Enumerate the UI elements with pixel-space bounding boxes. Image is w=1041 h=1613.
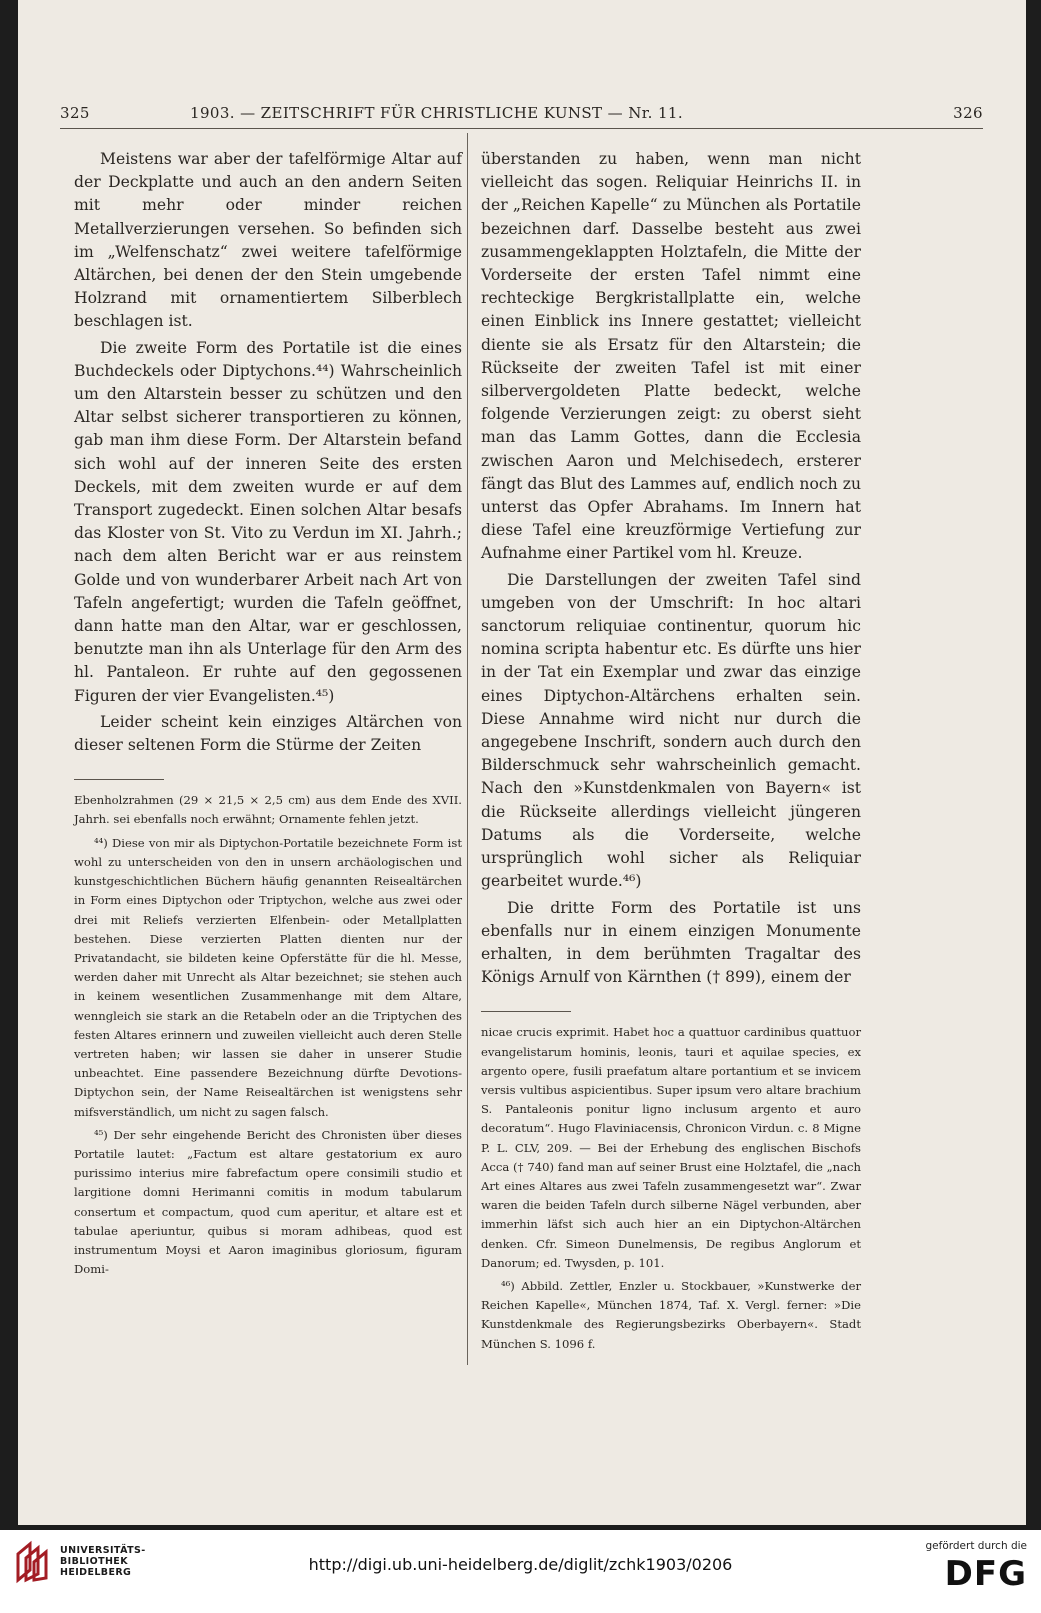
- dfg-logo: DFG: [944, 1554, 1027, 1594]
- column-rule: [467, 133, 468, 1365]
- footnote-46: ⁴⁶) Abbild. Zettler, Enzler u. Stockbauer, »Kunstwerke der Reichen Kapelle«, München 1874, Taf. X. Vergl. ferner: »Die Kunstdenkmale des Regierungsbezirks Oberbayern«. Stadt München S. 1096 f.: [481, 1278, 861, 1351]
- library-name-line: HEIDELBERG: [60, 1567, 132, 1578]
- library-name-line: BIBLIOTHEK: [60, 1556, 128, 1567]
- library-name-line: UNIVERSITÄTS-: [60, 1545, 146, 1556]
- funding-note: gefördert durch die: [925, 1540, 1027, 1552]
- body-paragraph: Die dritte Form des Portatile ist uns ebenfalls nur in einem einzigen Monumente erhalten, in dem berühmten Tragaltar des Königs Arnulf von Kärnthen († 899), einem der: [481, 898, 861, 987]
- journal-title: 1903. — ZEITSCHRIFT FÜR CHRISTLICHE KUNST — Nr. 11.: [190, 104, 684, 122]
- body-paragraph: überstanden zu haben, wenn man nicht vielleicht das sogen. Reliquiar Heinrichs II. in der „Reichen Kapelle“ zu München als Portatile bezeichnen darf. Dasselbe besteht aus zwei zusammengeklappten Holztafeln, die Mitte der Vorderseite der ersten Tafel nimmt eine rechteckige Bergkristallplatte ein, welche einen Einblick ins Innere gestattet; vielleicht diente sie als Ersatz für den Altarstein; die Rückseite der zweiten Tafel ist mit einer silbervergoldeten Platte bedeckt, welche folgende Verzierungen zeigt: zu oberst sieht man das Lamm Gottes, dann die Ecclesia zwischen Aaron und Melchisedech, ersterer fängt das Blut des Lammes auf, endlich noch zu unterst das Opfer Abrahams. Im Innern hat diese Tafel eine kreuzförmige Vertiefung zur Aufnahme einer Partikel vom hl. Kreuze.: [481, 150, 861, 563]
- body-paragraph: Meistens war aber der tafelförmige Altar auf der Deckplatte und auch an den andern Seiten mit mehr oder minder reichen Metallverzierungen versehen. So befinden sich im „Welfenschatz“ zwei weitere tafelförmige Altärchen, bei denen der den Stein umgebende Holzrand mit ornamentiertem Silberblech beschlagen ist.: [74, 150, 462, 331]
- footnote-45: ⁴⁵) Der sehr eingehende Bericht des Chronisten über dieses Portatile lautet: „Factum est altare gestatorium ex auro purissimo interius mire fabrefactum opere consimili studio et largitione domni Herimanni comitis in modum tabularum consertum et compactum, quod cum aperitur, et altare est et tabulae aperiuntur, quibus si moram adhibeas, quod est instrumentum Moysi et Aaron imaginibus gloriosum, figuram Domi-: [74, 1127, 462, 1277]
- body-paragraph: Die Darstellungen der zweiten Tafel sind umgeben von der Umschrift: In hoc altari sanctorum reliquiae continentur, quorum hic nomina scripta habentur etc. Es dürfte uns hier in der Tat ein Exemplar und zwar das einzige eines Diptychon-Altärchens erhalten sein. Diese Annahme wird nicht nur durch die angegebene Inschrift, sondern auch durch den Bilderschmuck sehr wahrscheinlich gemacht. Nach den »Kunstdenkmalen von Bayern« ist die Rückseite allerdings vielleicht jüngeren Datums als die Vorderseite, welche ursprünglich wohl sicher als Reliquiar gearbeitet wurde.⁴⁶): [481, 570, 861, 891]
- body-paragraph: Leider scheint kein einziges Altärchen von dieser seltenen Form die Stürme der Zeiten: [74, 712, 462, 755]
- footnote-44: ⁴⁴) Diese von mir als Diptychon-Portatile bezeichnete Form ist wohl zu unterscheiden von den in unsern archäologischen und kunstgeschichtlichen Büchern häufig genannten Reisealtärchen in Form eines Diptychon oder Triptychon, welche aus zwei oder drei mit Reliefs verzierten Elfenbein- oder Metallplatten bestehen. Diese verzierten Platten dienten nur der Privatandacht, sie bildeten keine Opferstätte für die hl. Messe, werden daher mit Unrecht als Altar bezeichnet; sie stehen auch in keinem wesentlichen Zusammenhange mit dem Altare, wenngleich sie stark an die Retabeln oder an die Triptychen des festen Altares erinnern und zuweilen vielleicht auch deren Stelle vertreten haben; wir lassen sie daher in unserer Studie unbeachtet. Eine passendere Bezeichnung dürfte Devotions-Diptychon sein, der Name Reisealtärchen ist wenigstens sehr mifsverständlich, um nicht zu sagen falsch.: [74, 835, 462, 1119]
- page-number-right: 326: [953, 104, 983, 122]
- left-column: [74, 148, 462, 1279]
- page-number-left: 325: [60, 104, 90, 122]
- right-column: [481, 148, 861, 1354]
- body-paragraph: Die zweite Form des Portatile ist die eines Buchdeckels oder Diptychons.⁴⁴) Wahrscheinlich um den Altarstein besser zu schützen und den Altar selbst sicherer transportieren zu können, gab man ihm diese Form. Der Altarstein befand sich wohl auf der inneren Seite des ersten Deckels, mit dem zweiten wurde er auf dem Transport zugedeckt. Einen solchen Altar besafs das Kloster von St. Vito zu Verdun im XI. Jahrh.; nach dem alten Bericht war er aus reinstem Golde und von wunderbarer Arbeit nach Art von Tafeln angefertigt; wurden die Tafeln geöffnet, dann hatte man den Altar, war er geschlossen, benutzte man ihn als Unterlage für den Arm des hl. Pantaleon. Er ruhte auf den gegossenen Figuren der vier Evangelisten.⁴⁵): [74, 338, 462, 705]
- footnote: Ebenholzrahmen (29 × 21,5 × 2,5 cm) aus dem Ende des XVII. Jahrh. sei ebenfalls noch erwähnt; Ornamente fehlen jetzt.: [74, 793, 462, 827]
- source-url-link[interactable]: http://digi.ub.uni-heidelberg.de/diglit/zchk1903/0206: [308, 1555, 733, 1574]
- footnote-continued: nicae crucis exprimit. Habet hoc a quattuor cardinibus quattuor evangelistarum hominis, leonis, tauri et aquilae species, ex argento opere, fusili praefatum altare portantium et se invicem versis vultibus aspicientibus. Super ipsum vero altare brachium S. Pantaleonis ponitur ligno inclusum argento et auro decoratum“. Hugo Flaviniacensis, Chronicon Virdun. c. 8 Migne P. L. CLV, 209. — Bei der Erhebung des englischen Bischofs Acca († 740) fand man auf seiner Brust eine Holztafel, die „nach Art eines Altares aus zwei Tafeln zusammengesetzt war“. Zwar waren die beiden Tafeln durch silberne Nägel verbunden, aber immerhin läfst sich auch hier an ein Diptychon-Altärchen denken. Cfr. Simeon Dunelmensis, De regibus Anglorum et Danorum; ed. Twysden, p. 101.: [481, 1025, 861, 1270]
- footnote-rule: [481, 1011, 571, 1012]
- dfg-credit[interactable]: [897, 1540, 1027, 1600]
- header-rule: [60, 128, 983, 129]
- footnote-rule: [74, 779, 164, 780]
